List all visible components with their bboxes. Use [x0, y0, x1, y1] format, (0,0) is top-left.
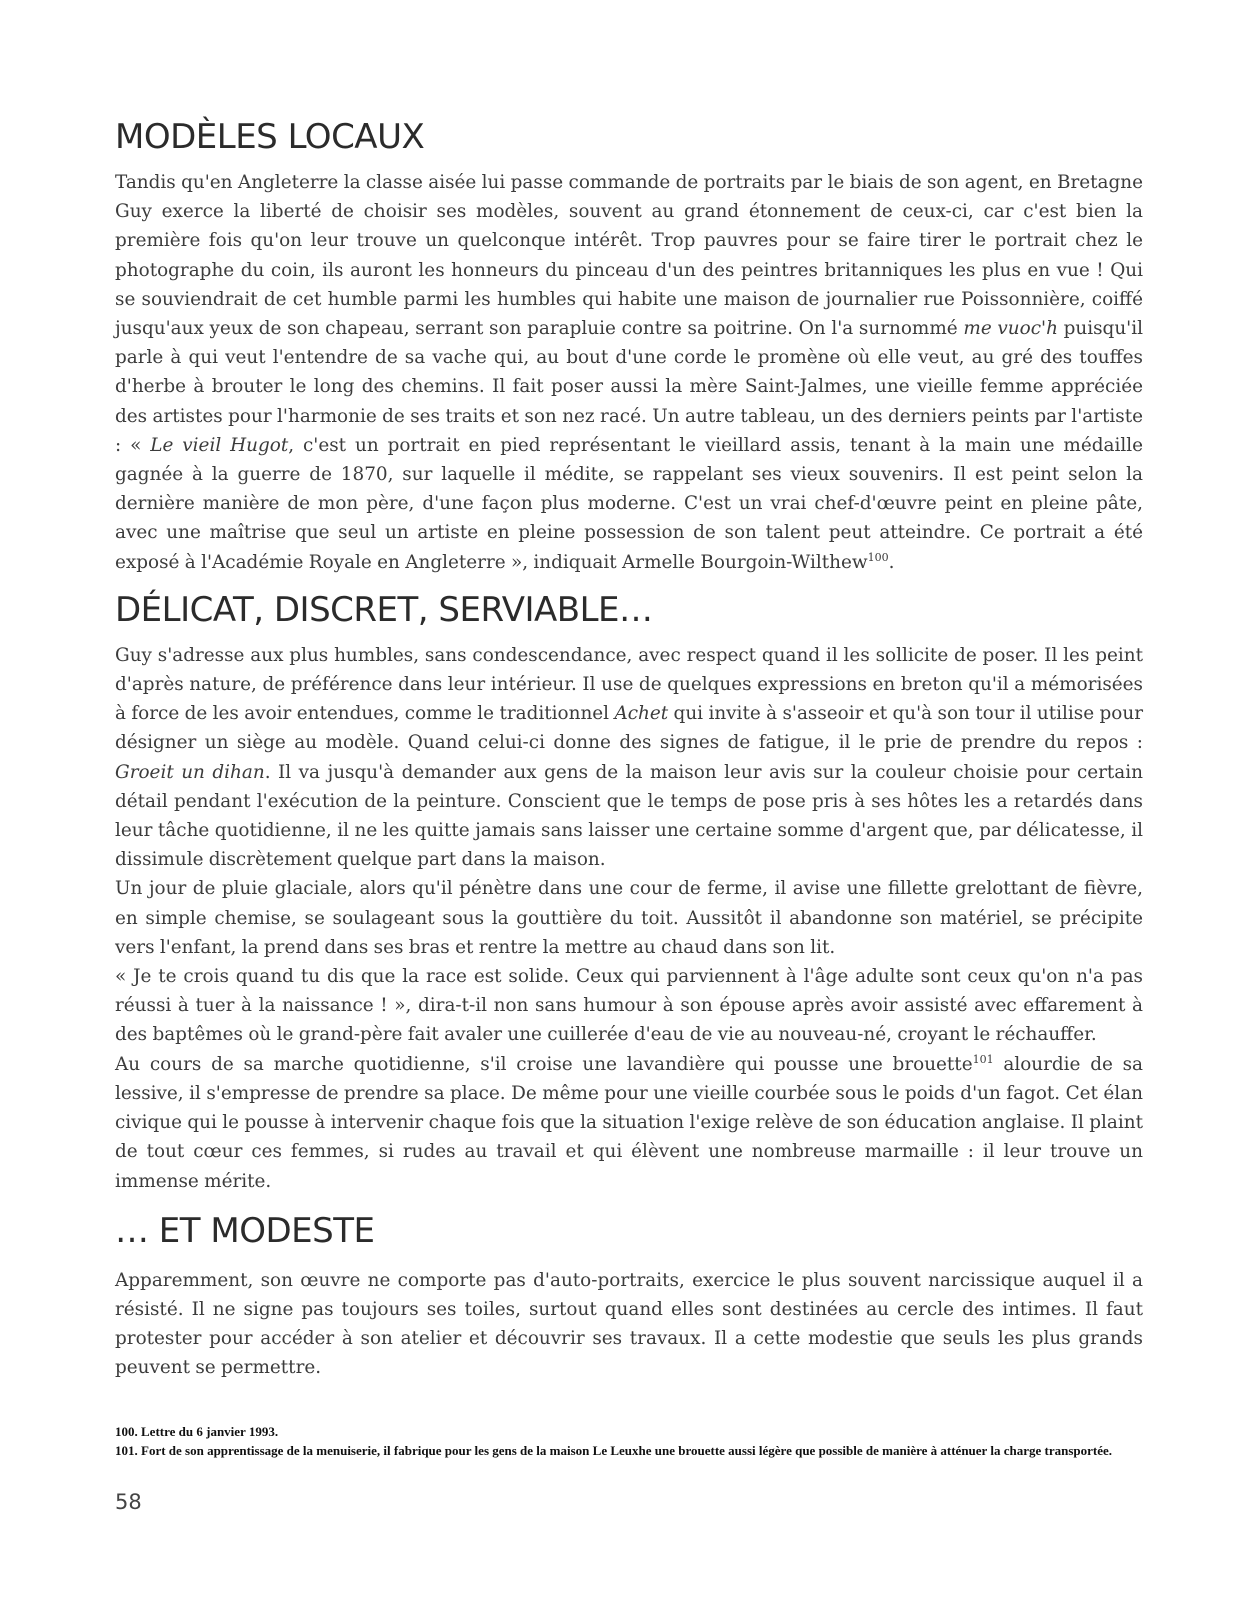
italic-term: Achet	[614, 703, 669, 725]
italic-term: me vuoc'h	[963, 318, 1058, 340]
text-run: Au cours de sa marche quotidienne, s'il croise une lavandière qui pousse une brouette	[115, 1053, 973, 1075]
footnotes	[115, 1422, 1143, 1460]
footnote-101: 101. Fort de son apprentissage de la menuiserie, il fabrique pour les gens de la maison Le Leuxhe une brouette aussi légère que possible de manière à atténuer la charge transportée.	[115, 1443, 1113, 1458]
page-content	[115, 112, 1143, 1383]
paragraph	[115, 874, 1143, 962]
text-run: Guy s'adresse aux plus humbles, sans condescendance, avec respect quand il les sollicite de poser. Il les peint d'après nature, de préférence dans leur intérieur. Il use de quelques expressions en breton qu'il a mémorisées à force de les avoir entendues, comme le traditionnel	[115, 644, 1143, 725]
text-run: Apparemment, son œuvre ne comporte pas d'auto-portraits, exercice le plus souvent narcissique auquel il a résisté. Il ne signe pas toujours ses toiles, surtout quand elles sont destinées au cercle des intimes. Il faut protester pour accéder à son atelier et découvrir ses travaux. Il a cette modestie que seuls les plus grands peuvent se permettre.	[115, 1269, 1143, 1379]
section-body-modeles-locaux	[115, 168, 1143, 577]
section-body-modeste	[115, 1266, 1143, 1383]
paragraph	[115, 1266, 1143, 1383]
text-run: « Je te crois quand tu dis que la race est solide. Ceux qui parviennent à l'âge adulte sont ceux qu'on n'a pas réussi à tuer à la naissance ! », dira-t-il non sans humour à son épouse après avoir assisté avec effarement à des baptêmes où le grand-père fait avaler une cuillerée d'eau de vie au nouveau-né, croyant le réchauffer.	[115, 966, 1143, 1046]
footnote-ref: 100	[867, 550, 889, 564]
text-run: qui invite à s'asseoir et qu'à son tour il utilise pour désigner un siège au modèle. Quand celui-ci donne des signes de fatigue, il le prie de prendre du repos :	[115, 703, 1143, 754]
footnote-ref: 101	[972, 1052, 994, 1066]
text-run: alourdie de sa lessive, il s'empresse de prendre sa place. De même pour une vieille courbée sous le poids d'un fagot. Cet élan civique qui le pousse à intervenir chaque fois que la situation l'exige relève de son éducation anglaise. Il plaint de tout cœur ces femmes, si rudes au travail et qui élèvent une nombreuse marmaille : il leur trouve un immense mérite.	[115, 1053, 1144, 1192]
italic-term: Groeit un dihan	[115, 761, 265, 783]
italic-term: Le vieil Hugot	[150, 434, 289, 456]
paragraph	[115, 1050, 1143, 1196]
paragraph	[115, 962, 1143, 1050]
section-body-delicat	[115, 641, 1143, 1196]
text-run: puisqu'il parle à qui veut l'entendre de sa vache qui, au bout d'une corde le promène où elle veut, au gré des touffes d'herbe à brouter le long des chemins. Il fait poser aussi la mère Saint-Jalmes, une vieille femme appréciée des artistes pour l'harmonie de ses traits et son nez racé. Un autre tableau, un des derniers peints par l'artiste : «	[115, 318, 1143, 456]
section-title-modeste: … ET MODESTE	[115, 1210, 375, 1251]
text-run: Tandis qu'en Angleterre la classe aisée lui passe commande de portraits par le biais de son agent, en Bretagne Guy exerce la liberté de choisir ses modèles, souvent au grand étonnement de ceux-ci, car c'est bien la première fois qu'on leur trouve un quelconque intérêt. Trop pauvres pour se faire tirer le portrait chez le photographe du coin, ils auront les honneurs du pinceau d'un des peintres britanniques les plus en vue ! Qui se souviendrait de cet humble parmi les humbles qui habite une maison de journalier rue Poissonnière, coiffé jusqu'aux yeux de son chapeau, serrant son parapluie contre sa poitrine. On l'a surnommé	[115, 172, 1143, 340]
text-run: Un jour de pluie glaciale, alors qu'il pénètre dans une cour de ferme, il avise une fillette grelottant de fièvre, en simple chemise, se soulageant sous la gouttière du toit. Aussitôt il abandonne son matériel, se précipite vers l'enfant, la prend dans ses bras et rentre la mettre au chaud dans son lit.	[115, 878, 1143, 958]
paragraph	[115, 641, 1143, 875]
footnote-100: 100. Lettre du 6 janvier 1993.	[115, 1424, 279, 1439]
text-run: .	[888, 551, 895, 573]
paragraph	[115, 168, 1143, 577]
section-title-delicat: DÉLICAT, DISCRET, SERVIABLE…	[115, 589, 653, 630]
section-title-modeles-locaux: MODÈLES LOCAUX	[115, 117, 425, 157]
text-run: . Il va jusqu'à demander aux gens de la maison leur avis sur la couleur choisie pour certain détail pendant l'exécution de la peinture. Conscient que le temps de pose pris à ses hôtes les a retardés dans leur tâche quotidienne, il ne les quitte jamais sans laisser une certaine somme d'argent que, par délicatesse, il dissimule discrètement quelque part dans la maison.	[115, 761, 1143, 871]
text-run: , c'est un portrait en pied représentant le vieillard assis, tenant à la main une médaille gagnée à la guerre de 1870, sur laquelle il médite, se rappelant ses vieux souvenirs. Il est peint selon la dernière manière de mon père, d'une façon plus moderne. C'est un vrai chef-d'œuvre peint en pleine pâte, avec une maîtrise que seul un artiste en pleine possession de son talent peut atteindre. Ce portrait a été exposé à l'Académie Royale en Angleterre », indiquait Armelle Bourgoin-Wilthew	[115, 434, 1144, 573]
page-number: 58	[115, 1490, 142, 1514]
